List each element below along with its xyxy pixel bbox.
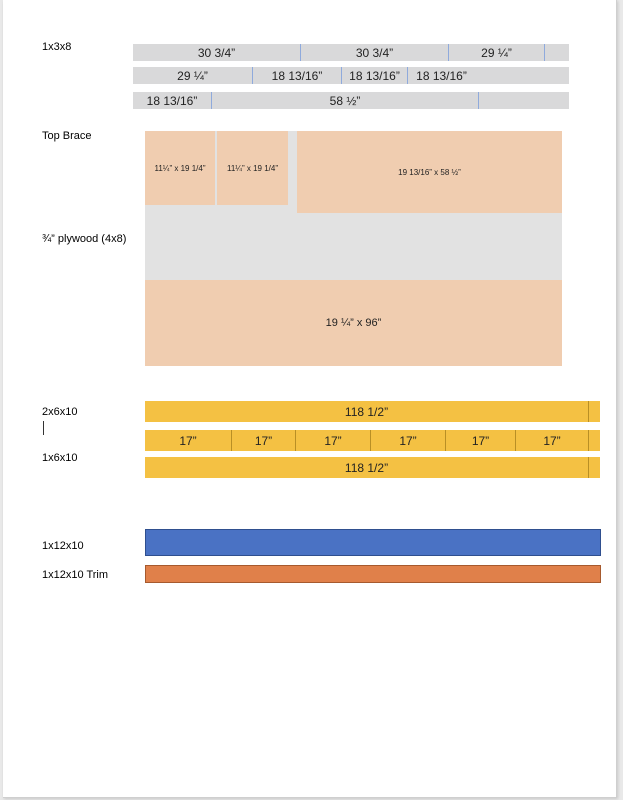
cut-segment: 29 ¼” bbox=[448, 44, 544, 61]
board-1x3x8-row-3 bbox=[133, 92, 569, 109]
plywood-piece: 11¼” x 19 1/4” bbox=[145, 131, 215, 205]
waste-segment bbox=[478, 92, 569, 109]
waste-segment bbox=[588, 430, 600, 451]
plywood-piece: 11¼” x 19 1/4” bbox=[217, 131, 288, 205]
label-1x6x10: 1x6x10 bbox=[42, 452, 78, 464]
board-1x3x8-row-2 bbox=[133, 67, 569, 84]
label-plywood: ¾” plywood (4x8) bbox=[42, 233, 127, 245]
document-page bbox=[3, 0, 617, 798]
board-1x6x10 bbox=[145, 457, 600, 478]
label-1x3x8: 1x3x8 bbox=[42, 41, 72, 53]
waste-segment bbox=[544, 44, 569, 61]
cut-segment: 30 3/4” bbox=[197, 45, 236, 60]
board-2x6x10 bbox=[145, 401, 600, 422]
plywood-piece: 19 ¼” x 96” bbox=[145, 280, 562, 366]
cut-segment: 118 1/2” bbox=[344, 460, 389, 475]
cut-segment: 17” bbox=[515, 430, 588, 451]
cut-segment: 29 ¼” bbox=[177, 68, 208, 83]
cut-segment: 118 1/2” bbox=[344, 404, 389, 419]
text-cursor bbox=[43, 421, 44, 435]
cut-segment: 17” bbox=[179, 433, 197, 448]
board-1x12x10-trim bbox=[145, 565, 601, 583]
cut-segment: 18 13/16” bbox=[341, 67, 407, 84]
cut-segment: 58 ½” bbox=[211, 92, 478, 109]
waste-segment bbox=[588, 457, 600, 478]
label-top-brace: Top Brace bbox=[42, 130, 92, 142]
cut-segment: 17” bbox=[231, 430, 295, 451]
label-1x12x10-trim: 1x12x10 Trim bbox=[42, 569, 109, 581]
cut-segment: 18 13/16” bbox=[146, 93, 198, 108]
cut-segment: 17” bbox=[370, 430, 445, 451]
cut-segment: 17” bbox=[445, 430, 515, 451]
cut-segment: 18 13/16” bbox=[407, 67, 475, 84]
waste-segment bbox=[588, 401, 600, 422]
board-1x3x8-row-1 bbox=[133, 44, 569, 61]
cut-segment: 30 3/4” bbox=[300, 44, 448, 61]
plywood-piece: 19 13/16” x 58 ½” bbox=[297, 131, 562, 213]
label-1x12x10: 1x12x10 bbox=[42, 540, 84, 552]
board-1x12x10 bbox=[145, 529, 601, 556]
cut-segment: 18 13/16” bbox=[252, 67, 341, 84]
label-2x6x10: 2x6x10 bbox=[42, 406, 78, 418]
cut-segment: 17” bbox=[295, 430, 370, 451]
board-2x6-cuts bbox=[145, 430, 600, 451]
